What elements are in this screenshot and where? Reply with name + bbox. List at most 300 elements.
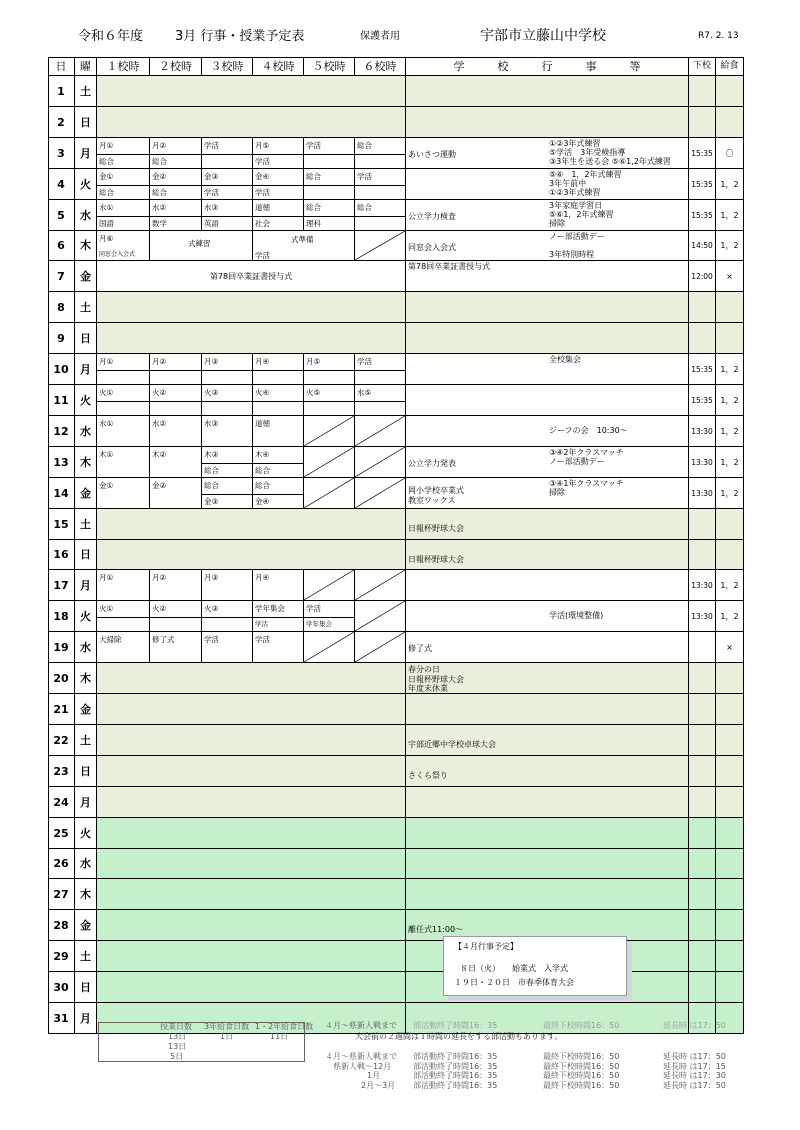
period-cell — [355, 385, 406, 416]
period-text: 水① — [99, 419, 114, 428]
club-row-cell: 最終下校時間16：50 — [543, 1052, 620, 1061]
period-text: 総合 — [99, 157, 114, 166]
day-number-cell — [48, 725, 75, 756]
period-text: 総合 — [306, 203, 321, 212]
weekday-cell — [75, 354, 97, 385]
events-cell — [406, 756, 689, 787]
day-number-cell — [48, 76, 75, 107]
period-text: 総合 — [204, 466, 219, 475]
april-notice-line-2: １９日・２０日 市春季体育大会 — [454, 978, 574, 987]
dismissal-time: 13:30 — [691, 457, 713, 467]
dismissal-time: 13:30 — [691, 611, 713, 621]
period-text: 木② — [152, 450, 167, 459]
weekday-cell — [75, 323, 97, 354]
audience-label: 保護者用 — [360, 31, 400, 42]
dismissal-cell — [689, 849, 716, 879]
weekday: 日 — [80, 980, 91, 994]
period-text: 学活 — [255, 251, 270, 260]
events-cell — [406, 478, 689, 509]
period-label: ３校時 — [210, 60, 244, 73]
day-number-cell — [48, 941, 75, 972]
weekday: 木 — [80, 455, 91, 469]
period-cell — [253, 354, 304, 385]
blank-slash — [355, 478, 405, 508]
period-cell — [304, 416, 355, 447]
period-cell — [150, 169, 202, 200]
col-header-day — [48, 57, 75, 76]
weekday: 土 — [80, 300, 91, 314]
dismissal-time: 13:30 — [691, 488, 713, 498]
period-cell — [202, 601, 253, 632]
cell-divider — [202, 370, 253, 371]
weekday-cell — [75, 663, 97, 694]
period-cell — [355, 570, 406, 601]
cell-divider — [97, 185, 150, 186]
col-header-dow — [75, 57, 97, 76]
events-cell — [406, 540, 689, 570]
periods-closed — [97, 879, 406, 910]
weekday-cell — [75, 601, 97, 632]
periods-ceremony — [97, 261, 406, 292]
dismissal-time: 14:50 — [691, 241, 713, 250]
weekday: 月 — [80, 795, 91, 809]
period-cell — [97, 385, 150, 416]
event-text: ⑤⑥ 1，2年式練習 — [549, 170, 622, 179]
period-label: ４校時 — [261, 60, 295, 73]
event-text: 掃除 — [549, 488, 565, 497]
events-cell — [406, 663, 689, 694]
day-number-cell — [48, 200, 75, 231]
dismissal-cell — [689, 416, 716, 447]
dismissal-cell — [689, 354, 716, 385]
period-cell — [202, 169, 253, 200]
cell-divider — [355, 154, 406, 155]
cell-divider — [202, 216, 253, 217]
period-text: 月⑤ — [306, 357, 321, 366]
period-text: 水② — [152, 419, 167, 428]
day-number-cell — [48, 849, 75, 879]
cell-divider — [355, 185, 406, 186]
period-text: 総合 — [306, 172, 321, 181]
period-text: 金③ — [204, 497, 219, 506]
period-cell — [355, 231, 406, 261]
day-number: 10 — [53, 362, 69, 376]
april-notice-line-1: ８日（火） 始業式 入学式 — [460, 964, 568, 973]
cell-divider — [202, 185, 253, 186]
events-cell — [406, 323, 689, 354]
period-cell — [253, 231, 355, 261]
weekday-cell — [75, 261, 97, 292]
events-cell — [406, 261, 689, 292]
events-cell — [406, 849, 689, 879]
event-text: ⑤⑥1，2年式練習 — [549, 210, 614, 219]
period-text: 月④ — [255, 357, 270, 366]
period-label: ５校時 — [312, 60, 346, 73]
period-cell — [355, 200, 406, 231]
weekday-cell — [75, 107, 97, 138]
period-text: 式練習 — [188, 239, 211, 248]
period-text: 総合 — [357, 203, 372, 212]
period-label: ６校時 — [363, 60, 397, 73]
weekday-cell — [75, 725, 97, 756]
weekday-cell — [75, 879, 97, 910]
dismissal-cell — [689, 76, 716, 107]
cell-divider — [253, 463, 304, 464]
period-cell — [97, 354, 150, 385]
period-text: 水⑤ — [357, 388, 372, 397]
club-row-cell: 県新人戦～12月 — [333, 1061, 392, 1071]
period-text: 大掃除 — [99, 635, 122, 644]
day-number: 8 — [57, 300, 65, 314]
events-cell — [406, 570, 689, 601]
periods-closed — [97, 910, 406, 941]
weekday-cell — [75, 540, 97, 570]
period-cell — [150, 200, 202, 231]
col-header-day-label: 日 — [55, 60, 67, 73]
periods-closed — [97, 509, 406, 540]
event-text: 掃除 — [549, 219, 565, 228]
day-number: 6 — [57, 239, 65, 252]
weekday: 火 — [80, 177, 91, 191]
lunch-mark: 1，2 — [720, 364, 739, 374]
day-number-cell — [48, 292, 75, 323]
dismissal-cell — [689, 725, 716, 756]
period-cell — [304, 447, 355, 478]
ceremony-label: 第78回卒業証書授与式 — [209, 271, 293, 281]
cell-divider — [97, 216, 150, 217]
period-text: 学活 — [306, 604, 321, 613]
cell-divider — [97, 401, 150, 402]
period-text: 火⑤ — [306, 388, 321, 397]
period-text: 火③ — [204, 604, 219, 613]
document-title: 3月 行事・授業予定表 — [175, 29, 305, 44]
events-cell — [406, 200, 689, 231]
event-text: ③④1年クラスマッチ — [549, 479, 624, 488]
period-cell — [202, 478, 253, 509]
day-number: 22 — [53, 733, 69, 747]
weekday-cell — [75, 818, 97, 849]
school-name: 宇部市立藤山中学校 — [480, 28, 606, 44]
period-cell — [97, 478, 150, 509]
day-number: 30 — [53, 980, 69, 994]
event-text: 年度末休業 — [408, 684, 448, 693]
period-cell — [97, 231, 150, 261]
weekday: 木 — [80, 887, 91, 901]
day-number-cell — [48, 756, 75, 787]
period-cell — [97, 138, 150, 169]
club-note: 大会前の２週間は１時間の延長をする部活動もあります。 — [355, 1032, 563, 1041]
day-number-cell — [48, 632, 75, 663]
lunch-cell — [716, 725, 744, 756]
lunch-cell — [716, 756, 744, 787]
day-number-cell — [48, 478, 75, 509]
period-cell — [253, 169, 304, 200]
weekday-cell — [75, 756, 97, 787]
lunch-cell — [716, 354, 744, 385]
lunch-cell — [716, 261, 744, 292]
period-cell — [355, 601, 406, 632]
summary-extra-2: 5日 — [170, 1052, 184, 1061]
period-cell — [150, 416, 202, 447]
period-text: 式準備 — [291, 235, 314, 244]
summary-value-12: 11日 — [270, 1032, 289, 1041]
blank-slash — [355, 231, 405, 260]
weekday: 金 — [80, 269, 91, 283]
weekday-cell — [75, 694, 97, 725]
period-text: 学活 — [204, 141, 219, 150]
dismissal-cell — [689, 601, 716, 632]
dismissal-cell — [689, 261, 716, 292]
period-cell — [97, 200, 150, 231]
period-text: 金④ — [255, 497, 270, 506]
cell-divider — [150, 617, 202, 618]
weekday-cell — [75, 849, 97, 879]
period-cell — [304, 570, 355, 601]
period-text: 月② — [152, 141, 167, 150]
lunch-cell — [716, 540, 744, 570]
cell-divider — [253, 617, 304, 618]
april-notice-title: 【４月行事予定】 — [454, 942, 518, 951]
dismissal-cell — [689, 879, 716, 910]
col-header-period-3 — [202, 57, 253, 76]
club-row-cell: 最終下校時間16：50 — [543, 1080, 620, 1090]
events-cell — [406, 107, 689, 138]
lunch-cell — [716, 601, 744, 632]
event-text: 同窓会入会式 — [408, 243, 456, 252]
day-number-cell — [48, 879, 75, 910]
event-text: 全校集会 — [549, 355, 581, 364]
col-header-dismissal — [689, 57, 716, 76]
periods-closed — [97, 972, 406, 1003]
day-number-cell — [48, 509, 75, 540]
period-text: 学年集会 — [306, 620, 332, 628]
lunch-mark: 1，2 — [720, 457, 739, 467]
period-text: 月⑤ — [255, 141, 270, 150]
cell-divider — [355, 401, 406, 402]
dismissal-cell — [689, 632, 716, 663]
dismissal-cell — [689, 570, 716, 601]
weekday: 金 — [80, 486, 91, 500]
period-text: 道徳 — [255, 203, 270, 212]
weekday-cell — [75, 385, 97, 416]
lunch-mark: 1，2 — [720, 488, 739, 498]
lunch-cell — [716, 200, 744, 231]
event-text: ジーフの会 10:30～ — [549, 426, 628, 435]
lunch-cell — [716, 231, 744, 261]
cell-divider — [304, 401, 355, 402]
cell-divider — [150, 154, 202, 155]
lunch-cell — [716, 632, 744, 663]
day-number: 19 — [53, 640, 69, 654]
event-text: 教室ワックス — [408, 495, 456, 505]
weekday-cell — [75, 138, 97, 169]
cell-divider — [304, 370, 355, 371]
cell-divider — [150, 216, 202, 217]
period-text: 月① — [99, 357, 114, 366]
period-cell — [253, 601, 304, 632]
lunch-mark: 〇 — [725, 148, 734, 158]
dismissal-cell — [689, 972, 716, 1003]
day-number: 20 — [53, 671, 69, 685]
cell-divider — [253, 494, 304, 495]
lunch-mark: 1，2 — [720, 395, 739, 405]
periods-closed — [97, 818, 406, 849]
weekday-cell — [75, 910, 97, 941]
weekday: 水 — [80, 208, 91, 222]
cell-divider — [304, 185, 355, 186]
dismissal-cell — [689, 292, 716, 323]
event-text: 日報杯野球大会 — [408, 524, 464, 533]
col-header-lunch — [716, 57, 744, 76]
dismissal-cell — [689, 138, 716, 169]
weekday: 月 — [80, 146, 91, 160]
events-cell — [406, 385, 689, 416]
period-cell — [304, 601, 355, 632]
blank-slash — [304, 478, 354, 508]
day-number-cell — [48, 1003, 75, 1034]
weekday-cell — [75, 200, 97, 231]
dismissal-cell — [689, 107, 716, 138]
dismissal-time: 15:35 — [691, 179, 713, 189]
period-text: 月① — [99, 573, 114, 582]
club-row-cell: 部活動終了時間16：35 — [413, 1080, 498, 1090]
weekday: 火 — [80, 393, 91, 407]
blank-slash — [355, 416, 405, 446]
weekday-cell — [75, 1003, 97, 1034]
dismissal-time: 13:30 — [691, 580, 713, 590]
day-number: 1 — [57, 84, 65, 98]
day-number-cell — [48, 570, 75, 601]
april-notice-box — [443, 936, 627, 996]
weekday: 日 — [80, 548, 91, 561]
period-cell — [150, 385, 202, 416]
period-text: 金① — [99, 481, 114, 490]
cell-divider — [202, 494, 253, 495]
period-cell — [253, 478, 304, 509]
periods-closed — [97, 323, 406, 354]
cell-divider — [97, 617, 150, 618]
cell-divider — [150, 370, 202, 371]
summary-header-3rd: 3年給食日数 — [204, 1022, 250, 1031]
period-text: 総合 — [255, 466, 270, 475]
lunch-cell — [716, 910, 744, 941]
club-row-cell: 最終下校時間16：50 — [543, 1061, 620, 1071]
period-text: 金③ — [204, 172, 219, 181]
period-text: 月④ — [255, 573, 270, 582]
period-text: 木④ — [255, 450, 270, 459]
lunch-cell — [716, 292, 744, 323]
lunch-mark: 1，2 — [720, 210, 739, 220]
period-text: 理科 — [306, 219, 321, 228]
events-cell — [406, 354, 689, 385]
day-number: 28 — [53, 918, 69, 932]
period-text: 学活 — [255, 620, 268, 628]
dismissal-cell — [689, 694, 716, 725]
blank-slash — [355, 447, 405, 477]
cell-divider — [304, 216, 355, 217]
period-cell — [202, 200, 253, 231]
lunch-cell — [716, 416, 744, 447]
lunch-cell — [716, 818, 744, 849]
period-text: 数学 — [152, 219, 167, 228]
col-header-period-5 — [304, 57, 355, 76]
period-cell — [97, 570, 150, 601]
day-number-cell — [48, 323, 75, 354]
period-text: 金② — [152, 481, 167, 490]
club-row-cell: 延長時 は17：15 — [663, 1061, 726, 1071]
period-cell — [355, 478, 406, 509]
period-text: 水③ — [204, 203, 219, 212]
weekday-cell — [75, 509, 97, 540]
period-text: 火② — [152, 388, 167, 397]
weekday-cell — [75, 76, 97, 107]
periods-closed — [97, 756, 406, 787]
events-cell — [406, 138, 689, 169]
dismissal-cell — [689, 509, 716, 540]
events-cell — [406, 787, 689, 818]
period-cell — [97, 632, 150, 663]
weekday: 水 — [80, 857, 91, 870]
cell-divider — [253, 154, 304, 155]
lunch-header-label: 給食 — [720, 61, 739, 71]
blank-slash — [304, 632, 354, 662]
events-cell — [406, 632, 689, 663]
day-number-cell — [48, 540, 75, 570]
day-number: 4 — [57, 177, 65, 191]
period-text: 総合 — [255, 481, 270, 490]
dismissal-cell — [689, 756, 716, 787]
period-text: 月② — [152, 573, 167, 582]
day-number: 13 — [53, 455, 69, 469]
lunch-cell — [716, 879, 744, 910]
period-text: 学活 — [204, 635, 219, 644]
school-year: 令和６年度 — [78, 29, 144, 44]
period-text: 月② — [152, 357, 167, 366]
period-text: 修了式 — [152, 635, 175, 644]
event-text: あいさつ運動 — [408, 150, 456, 159]
event-text: 3年特別時程 — [549, 250, 595, 259]
period-text: 火① — [99, 604, 114, 613]
weekday: 月 — [80, 362, 91, 376]
col-header-period-1 — [97, 57, 150, 76]
period-cell — [304, 169, 355, 200]
dismissal-cell — [689, 200, 716, 231]
weekday-cell — [75, 478, 97, 509]
dismissal-cell — [689, 787, 716, 818]
events-cell — [406, 725, 689, 756]
period-text: 総合 — [357, 141, 372, 150]
period-cell — [355, 632, 406, 663]
col-header-dow-label: 曜 — [80, 60, 91, 73]
lunch-cell — [716, 972, 744, 1003]
period-text: 月③ — [204, 573, 219, 582]
period-text: 木① — [99, 450, 114, 459]
dismissal-time: 15:35 — [691, 148, 713, 158]
cell-divider — [202, 154, 253, 155]
day-number-cell — [48, 663, 75, 694]
period-cell — [253, 138, 304, 169]
period-text: 学年集会 — [255, 604, 285, 613]
weekday: 木 — [80, 239, 91, 252]
day-number: 24 — [53, 795, 69, 809]
club-row-cell: ４月～県新人戦まで — [325, 1052, 397, 1061]
weekday-cell — [75, 416, 97, 447]
cell-divider — [150, 401, 202, 402]
summary-value-days: 13日 — [168, 1032, 187, 1041]
day-number: 18 — [53, 609, 69, 623]
weekday: 土 — [80, 949, 91, 963]
period-cell — [202, 385, 253, 416]
